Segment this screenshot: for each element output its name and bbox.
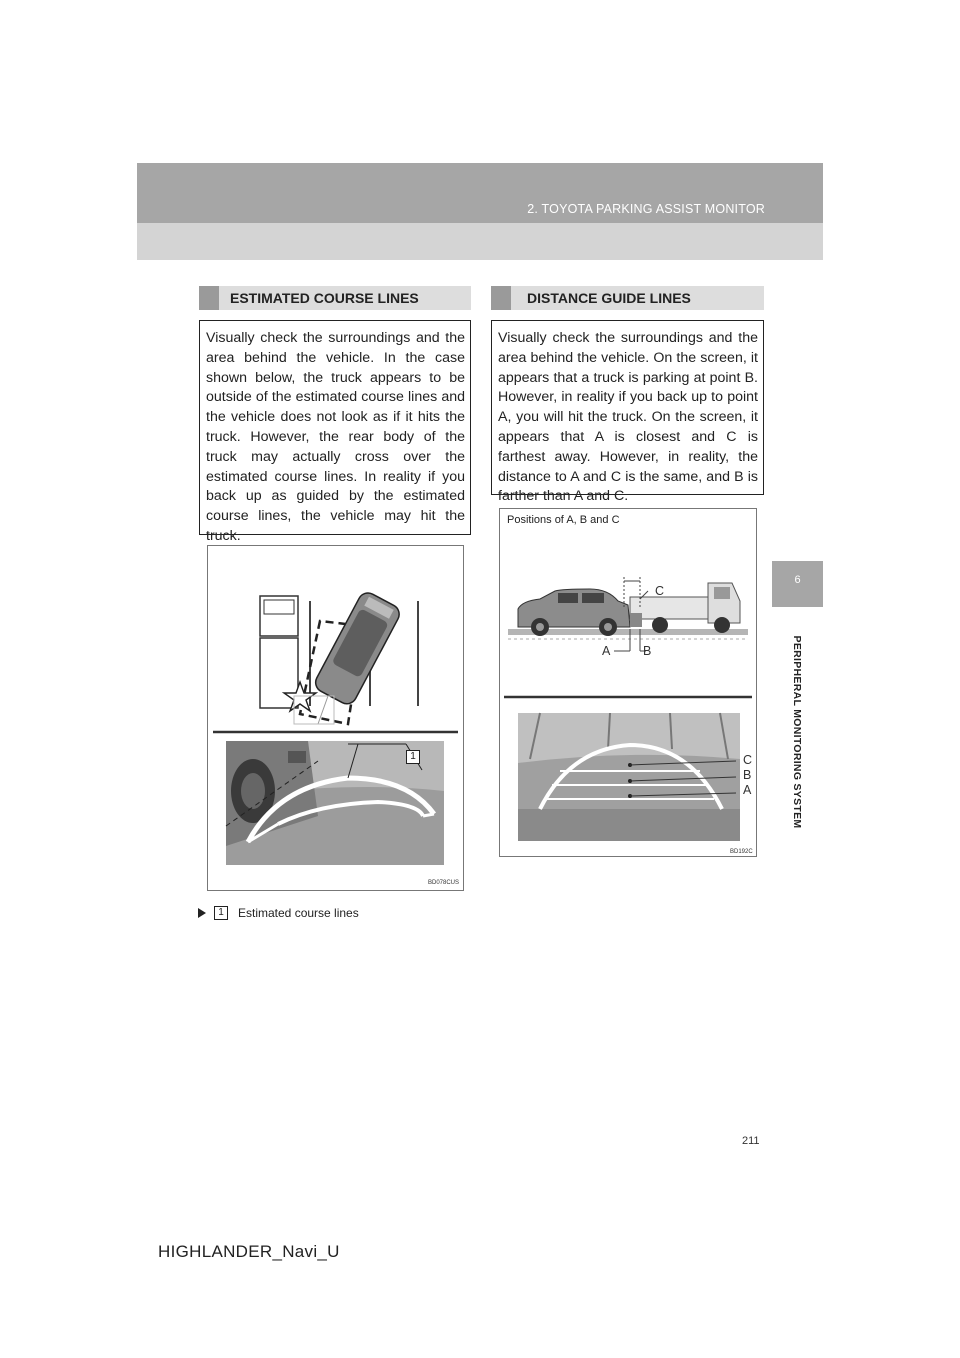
chapter-tab-number: 6 bbox=[794, 574, 801, 586]
figure-reference-code: BD078CUS bbox=[428, 880, 460, 886]
section-heading-marker bbox=[199, 286, 219, 310]
distance-guide-lines-figure bbox=[499, 508, 757, 857]
document-footer: HIGHLANDER_Navi_U bbox=[158, 1242, 340, 1261]
estimated-course-lines-body: Visually check the surroundings and the area behind the vehicle. In the case shown below, the truck appears to be outside of the estimated course lines and the vehicle does not look as if it hits the truck. However, the rear body of the truck may actually cross over the estimated course lines. In reality if you back up as guided by the estimated course lines, the vehicle may hit the truck. bbox=[206, 330, 465, 544]
bullet-arrow-icon bbox=[198, 908, 206, 918]
figure-reference-code: BD192C bbox=[730, 849, 753, 855]
distance-guide-lines-body: Visually check the surroundings and the area behind the vehicle. On the screen, it appears that a truck is parking at point B. However, in reality if you back up to point A, you will hit the truck. On the screen, it appears that A is closest and C is farthest away. However, in reality, the distance to A and C is the same, and B is farther than A and C. bbox=[498, 330, 758, 505]
page-number: 211 bbox=[742, 1135, 760, 1147]
chapter-side-label: PERIPHERAL MONITORING SYSTEM bbox=[791, 635, 803, 829]
estimated-course-lines-text-box bbox=[199, 320, 471, 544]
caption-estimated-course-lines: Estimated course lines bbox=[238, 906, 359, 920]
figure-caption-positions: Positions of A, B and C bbox=[507, 514, 620, 526]
callout-1: 1 bbox=[406, 750, 420, 764]
estimated-course-lines-figure bbox=[207, 545, 464, 891]
chapter-title: 2. TOYOTA PARKING ASSIST MONITOR bbox=[527, 202, 765, 216]
label-b-top: B bbox=[643, 644, 652, 658]
section-heading-marker bbox=[491, 286, 511, 310]
label-b-screen: B bbox=[743, 768, 752, 782]
header-subband bbox=[137, 223, 823, 260]
label-a-top: A bbox=[602, 644, 611, 658]
label-a-screen: A bbox=[743, 783, 752, 797]
section-heading-estimated-course-lines: ESTIMATED COURSE LINES bbox=[230, 290, 419, 306]
label-c-screen: C bbox=[743, 753, 753, 767]
caption-callout-1: 1 bbox=[214, 906, 228, 920]
parking-illustration bbox=[208, 546, 463, 890]
distance-guide-lines-text-box bbox=[491, 320, 764, 505]
section-heading-distance-guide-lines: DISTANCE GUIDE LINES bbox=[527, 290, 691, 306]
label-c-top: C bbox=[655, 584, 665, 598]
distance-illustration bbox=[500, 509, 756, 856]
